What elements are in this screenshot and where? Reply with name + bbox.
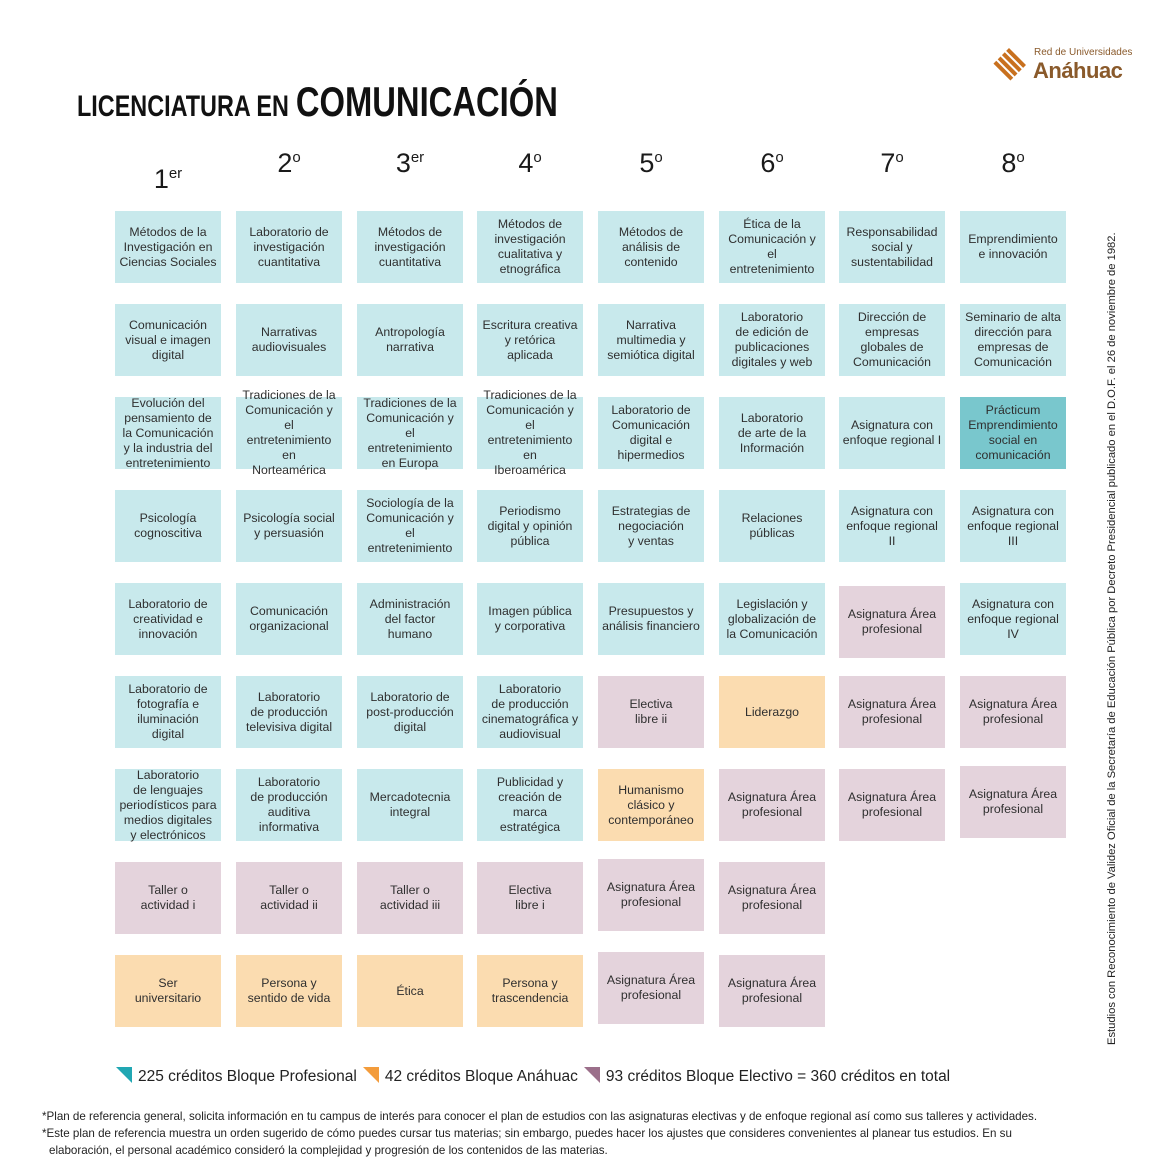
legend-anahuac-swatch bbox=[363, 1067, 379, 1083]
course-cell bbox=[598, 211, 704, 283]
course-cell bbox=[960, 583, 1066, 655]
course-name: Taller o actividad iii bbox=[379, 883, 441, 912]
legend-profesional-label: 225 créditos Bloque Profesional bbox=[138, 1068, 357, 1085]
course-cell bbox=[719, 955, 825, 1027]
course-cell bbox=[357, 862, 463, 934]
course-cell bbox=[960, 211, 1066, 283]
course-cell bbox=[839, 490, 945, 562]
course-cell bbox=[477, 955, 583, 1027]
course-name: Electiva libre i bbox=[508, 883, 552, 912]
course-name: Métodos de la Investigación en Ciencias Sociales bbox=[119, 224, 217, 269]
course-name: Persona y sentido de vida bbox=[247, 976, 331, 1005]
legend-electivo-label: 93 créditos Bloque Electivo = 360 créditos en total bbox=[605, 1068, 951, 1085]
semester-number: 7 bbox=[880, 148, 896, 178]
course-name: Imagen pública y corporativa bbox=[488, 604, 572, 633]
course-name: Narrativa multimedia y semiótica digital bbox=[607, 317, 695, 362]
course-cell bbox=[236, 862, 342, 934]
course-name: Tradiciones de la Comunicación y el entretenimiento en Iberoamérica bbox=[483, 388, 577, 477]
course-cell bbox=[477, 388, 583, 477]
course-cell bbox=[357, 583, 463, 655]
legend-electivo-swatch bbox=[584, 1067, 600, 1083]
course-name: Emprendimiento e innovación bbox=[968, 232, 1058, 261]
course-cell bbox=[357, 490, 463, 562]
course-cell bbox=[598, 859, 704, 931]
semester-number: 2 bbox=[277, 148, 293, 178]
course-cell bbox=[477, 676, 583, 748]
course-cell bbox=[960, 766, 1066, 838]
semester-ordinal: o bbox=[533, 149, 542, 166]
course-cell bbox=[477, 211, 583, 283]
course-name: Presupuestos y análisis financiero bbox=[602, 604, 700, 633]
credits-legend bbox=[116, 1068, 956, 1086]
course-name: Laboratorio de lenguajes periodísticos para medios digitales y electrónicos bbox=[119, 767, 217, 842]
course-cell bbox=[236, 955, 342, 1027]
course-cell bbox=[839, 397, 945, 469]
semester-ordinal: o bbox=[775, 149, 784, 166]
course-cell bbox=[357, 676, 463, 748]
sep-validity-note: Estudios con Reconocimiento de Validez Oficial de la Secretaría de Educación Pública por Decreto Presidencial publicado en el D.O.F. el 26 de noviembre de 1982. bbox=[1106, 232, 1118, 1045]
course-name: Asignatura Área profesional bbox=[727, 790, 817, 819]
course-name: Ser universitario bbox=[134, 976, 202, 1005]
course-cell bbox=[960, 304, 1066, 376]
course-cell bbox=[960, 490, 1066, 562]
course-name: Asignatura con enfoque regional II bbox=[846, 503, 938, 548]
logo-network-label: Red de Universidades bbox=[1034, 47, 1133, 58]
course-cell bbox=[598, 769, 704, 841]
course-name: Legislación y globalización de la Comunicación bbox=[726, 596, 818, 641]
semester-number: 6 bbox=[760, 148, 776, 178]
logo-mark-icon bbox=[990, 46, 1028, 84]
footnote-1: *Plan de referencia general, solicita información en tu campus de interés para conocer el plan de estudios con las asignaturas electivas y de enfoque regional así como sus talleres y actividades. bbox=[42, 1110, 1038, 1123]
course-name: Responsabilidad social y sustentabilidad bbox=[846, 224, 938, 269]
course-cell bbox=[839, 676, 945, 748]
course-name: Laboratorio de producción cinematográfica y audiovisual bbox=[481, 682, 579, 741]
course-name: Electiva libre ii bbox=[629, 697, 673, 726]
course-cell bbox=[839, 211, 945, 283]
course-name: Psicología cognoscitiva bbox=[134, 511, 202, 540]
course-cell bbox=[719, 862, 825, 934]
course-name: Métodos de investigación cualitativa y etnográfica bbox=[494, 217, 566, 276]
course-name: Administración del factor humano bbox=[369, 596, 451, 641]
course-cell bbox=[719, 211, 825, 283]
course-name: Laboratorio de arte de la Información bbox=[737, 410, 807, 455]
course-cell bbox=[115, 211, 221, 283]
course-name: Asignatura Área profesional bbox=[727, 883, 817, 912]
course-cell bbox=[598, 397, 704, 469]
semester-ordinal: o bbox=[1016, 149, 1025, 166]
page-title bbox=[77, 78, 558, 126]
course-name: Asignatura Área profesional bbox=[847, 790, 937, 819]
course-name: Ética bbox=[396, 983, 424, 998]
course-cell bbox=[477, 490, 583, 562]
course-cell bbox=[357, 304, 463, 376]
semester-header-8 bbox=[960, 148, 1066, 179]
course-name: Asignatura Área profesional bbox=[847, 607, 937, 636]
course-name: Laboratorio de investigación cuantitativa bbox=[249, 224, 329, 269]
course-cell bbox=[719, 397, 825, 469]
course-cell bbox=[960, 676, 1066, 748]
course-name: Relaciones públicas bbox=[741, 511, 803, 540]
course-cell bbox=[598, 583, 704, 655]
course-name: Comunicación visual e imagen digital bbox=[125, 317, 211, 362]
course-name: Métodos de investigación cuantitativa bbox=[374, 224, 446, 269]
course-cell bbox=[598, 676, 704, 748]
course-name: Asignatura Área profesional bbox=[727, 976, 817, 1005]
course-name: Laboratorio de producción televisiva digital bbox=[245, 689, 333, 734]
course-cell bbox=[236, 490, 342, 562]
course-cell bbox=[357, 211, 463, 283]
course-name: Asignatura Área profesional bbox=[606, 973, 696, 1002]
course-name: Escritura creativa y retórica aplicada bbox=[482, 317, 578, 362]
semester-header-7 bbox=[839, 148, 945, 179]
course-name: Taller o actividad ii bbox=[260, 883, 318, 912]
course-cell bbox=[236, 583, 342, 655]
semester-ordinal: er bbox=[168, 165, 183, 182]
course-cell bbox=[115, 862, 221, 934]
course-cell bbox=[236, 676, 342, 748]
semester-number: 5 bbox=[639, 148, 655, 178]
course-cell bbox=[719, 490, 825, 562]
course-cell bbox=[115, 304, 221, 376]
course-name: Asignatura Área profesional bbox=[968, 787, 1058, 816]
course-cell bbox=[719, 769, 825, 841]
course-name: Comunicación organizacional bbox=[249, 604, 329, 633]
course-name: Prácticum Emprendimiento social en comunicación bbox=[968, 403, 1058, 462]
course-name: Seminario de alta dirección para empresas de Comunicación bbox=[965, 310, 1061, 369]
course-name: Laboratorio de edición de publicaciones digitales y web bbox=[731, 310, 813, 369]
course-name: Asignatura Área profesional bbox=[847, 697, 937, 726]
course-name: Sociología de la Comunicación y el entretenimiento bbox=[366, 496, 454, 555]
course-cell bbox=[477, 769, 583, 841]
course-cell bbox=[357, 955, 463, 1027]
course-cell bbox=[236, 769, 342, 841]
course-name: Laboratorio de Comunicación digital e hipermedios bbox=[611, 403, 691, 462]
course-name: Laboratorio de post-producción digital bbox=[366, 689, 454, 734]
course-name: Asignatura con enfoque regional IV bbox=[967, 596, 1059, 641]
course-name: Narrativas audiovisuales bbox=[251, 325, 327, 354]
course-cell bbox=[115, 955, 221, 1027]
anahuac-logo bbox=[990, 44, 1133, 88]
course-name: Métodos de análisis de contenido bbox=[618, 224, 684, 269]
course-cell bbox=[236, 211, 342, 283]
course-name: Asignatura con enfoque regional I bbox=[842, 418, 942, 447]
legend-electivo bbox=[584, 1068, 950, 1086]
semester-header-6 bbox=[719, 148, 825, 179]
title-prefix: LICENCIATURA EN bbox=[77, 90, 289, 123]
course-cell bbox=[236, 388, 342, 477]
footnotes bbox=[42, 1109, 1110, 1159]
semester-header-1 bbox=[115, 164, 221, 195]
course-name: Laboratorio de producción auditiva informativa bbox=[250, 775, 328, 834]
course-cell bbox=[719, 676, 825, 748]
course-name: Laboratorio de fotografía e iluminación digital bbox=[128, 682, 208, 741]
course-name: Mercadotecnia integral bbox=[369, 790, 451, 819]
logo-name: Anáhuac bbox=[1033, 58, 1123, 83]
course-cell bbox=[115, 490, 221, 562]
course-name: Tradiciones de la Comunicación y el entretenimiento en Norteamérica bbox=[242, 388, 336, 477]
course-name: Asignatura Área profesional bbox=[968, 697, 1058, 726]
semester-header-5 bbox=[598, 148, 704, 179]
course-cell bbox=[115, 676, 221, 748]
legend-anahuac-label: 42 créditos Bloque Anáhuac bbox=[384, 1068, 578, 1085]
title-main: COMUNICACIÓN bbox=[295, 78, 558, 125]
semester-number: 1 bbox=[153, 164, 169, 194]
course-name: Laboratorio de creatividad e innovación bbox=[128, 596, 208, 641]
semester-header-3 bbox=[357, 148, 463, 179]
course-cell bbox=[115, 769, 221, 841]
legend-anahuac bbox=[363, 1068, 578, 1086]
course-name: Evolución del pensamiento de la Comunicación y la industria del entretenimiento bbox=[122, 395, 214, 470]
course-name: Periodismo digital y opinión pública bbox=[487, 503, 573, 548]
course-cell bbox=[477, 583, 583, 655]
course-cell bbox=[357, 769, 463, 841]
course-cell bbox=[598, 304, 704, 376]
semester-ordinal: o bbox=[895, 149, 904, 166]
course-cell bbox=[598, 490, 704, 562]
course-cell bbox=[115, 583, 221, 655]
course-cell bbox=[839, 769, 945, 841]
semester-header-4 bbox=[477, 148, 583, 179]
course-name: Liderazgo bbox=[744, 704, 799, 719]
course-name: Persona y trascendencia bbox=[491, 976, 569, 1005]
course-name: Asignatura Área profesional bbox=[606, 880, 696, 909]
course-name: Psicología social y persuasión bbox=[243, 511, 335, 540]
course-cell bbox=[477, 304, 583, 376]
footnote-3: elaboración, el personal académico consideró la complejidad y progresión de los contenidos de las materias. bbox=[49, 1143, 608, 1157]
course-cell bbox=[839, 304, 945, 376]
course-cell bbox=[839, 586, 945, 658]
course-name: Asignatura con enfoque regional III bbox=[967, 503, 1059, 548]
course-cell bbox=[477, 862, 583, 934]
course-name: Antropología narrativa bbox=[375, 325, 445, 354]
course-cell bbox=[236, 304, 342, 376]
course-cell bbox=[719, 583, 825, 655]
semester-number: 3 bbox=[395, 148, 411, 178]
legend-profesional bbox=[116, 1068, 357, 1086]
course-name: Estrategias de negociación y ventas bbox=[611, 503, 691, 548]
course-name: Humanismo clásico y contemporáneo bbox=[608, 782, 694, 827]
course-cell bbox=[719, 304, 825, 376]
course-name: Taller o actividad i bbox=[140, 883, 196, 912]
legend-profesional-swatch bbox=[116, 1067, 132, 1083]
course-name: Dirección de empresas globales de Comunicación bbox=[853, 310, 931, 369]
semester-number: 8 bbox=[1001, 148, 1017, 178]
course-cell bbox=[960, 397, 1066, 469]
footnote-2: *Este plan de referencia muestra un orden sugerido de cómo puedes cursar tus materias; sin embargo, puedes hacer los ajustes que consideres convenientes al planear tus estudios. En su bbox=[42, 1126, 1012, 1140]
course-cell bbox=[357, 397, 463, 469]
course-name: Ética de la Comunicación y el entretenimiento bbox=[728, 217, 816, 276]
semester-header-2 bbox=[236, 148, 342, 179]
semester-number: 4 bbox=[518, 148, 534, 178]
course-name: Tradiciones de la Comunicación y el entretenimiento en Europa bbox=[363, 395, 457, 470]
course-name: Publicidad y creación de marca estratégica bbox=[496, 775, 564, 834]
semester-ordinal: er bbox=[410, 149, 425, 166]
course-cell bbox=[115, 397, 221, 469]
course-cell bbox=[598, 952, 704, 1024]
semester-ordinal: o bbox=[654, 149, 663, 166]
semester-ordinal: o bbox=[292, 149, 301, 166]
